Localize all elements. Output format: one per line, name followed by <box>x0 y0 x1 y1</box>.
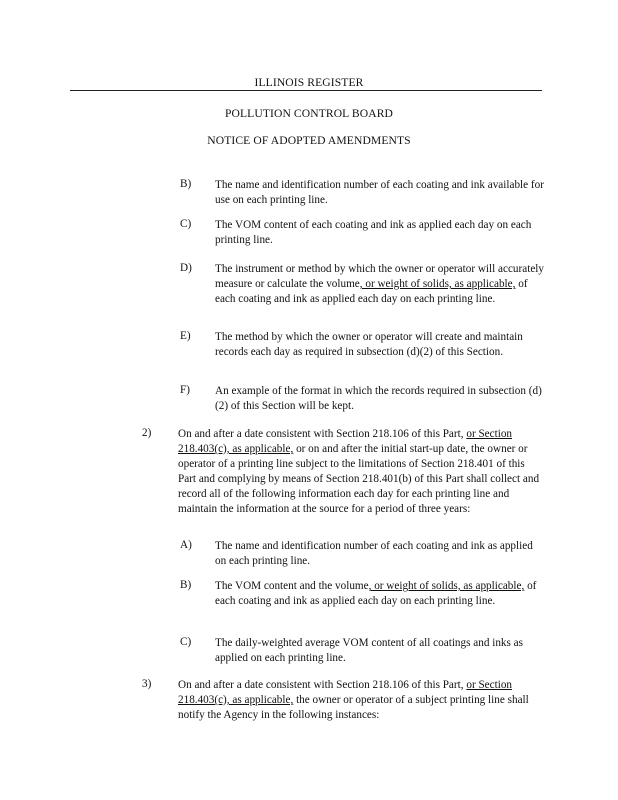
item-text <box>215 262 545 307</box>
item-label: C) <box>180 218 192 230</box>
header-rule <box>70 90 542 91</box>
text-inserted: , or weight of solids, as applicable, <box>368 580 525 592</box>
item-text: The name and identification number of each coating and ink available for use on each printing line. <box>215 179 544 206</box>
item-text: The name and identification number of each coating and ink as applied on each printing line. <box>215 540 533 567</box>
board-title: POLLUTION CONTROL BOARD <box>224 107 394 120</box>
text-original: On and after a date consistent with Section 218.106 of this Part, <box>178 428 467 440</box>
item-text <box>215 579 545 609</box>
item-label: D) <box>180 262 192 274</box>
text-inserted: or Section 218.403(c), as applicable, <box>178 679 513 706</box>
item-label: 3) <box>142 678 152 690</box>
item-text: An example of the format in which the records required in subsection (d)(2) of this Section will be kept. <box>215 385 542 412</box>
item-label: C) <box>180 636 192 648</box>
item-text <box>178 678 544 723</box>
item-label: F) <box>180 384 190 396</box>
text-original: the owner or operator of a subject printing line shall notify the Agency in the following instances: <box>178 694 529 721</box>
text-original: On and after a date consistent with Section 218.106 of this Part, <box>178 679 467 691</box>
item-text: The VOM content of each coating and ink as applied each day on each printing line. <box>215 219 532 246</box>
text-original: The VOM content and the volume <box>215 580 369 592</box>
text-original: of each coating and ink as applied each day on each printing line. <box>215 580 537 607</box>
item-text <box>178 427 544 517</box>
item-text: The method by which the owner or operator will create and maintain records each day as required in subsection (d)(2) of this Section. <box>215 331 523 358</box>
text-original: or on and after the initial start-up date, the owner or operator of a printing line subject to the limitations of Section 218.401 of this Part and complying by means of Section 218.401(b) of this Part shall collect and record all of the following information each day for each printing line and maintain the information at the source for a period of three years: <box>178 443 540 515</box>
item-label: B) <box>180 178 192 190</box>
text-inserted: or Section 218.403(c), as applicable, <box>178 428 513 455</box>
notice-title: NOTICE OF ADOPTED AMENDMENTS <box>207 134 411 147</box>
text-original: The instrument or method by which the owner or operator will accurately measure or calculate the volume <box>215 263 544 290</box>
item-label: 2) <box>142 427 152 439</box>
text-inserted: , or weight of solids, as applicable, <box>359 278 516 290</box>
text-original: of each coating and ink as applied each day on each printing line. <box>215 278 528 305</box>
register-title: ILLINOIS REGISTER <box>254 76 364 89</box>
item-label: E) <box>180 330 191 342</box>
item-label: B) <box>180 579 192 591</box>
item-label: A) <box>180 539 192 551</box>
item-text: The daily-weighted average VOM content of all coatings and inks as applied on each printing line. <box>215 637 523 664</box>
